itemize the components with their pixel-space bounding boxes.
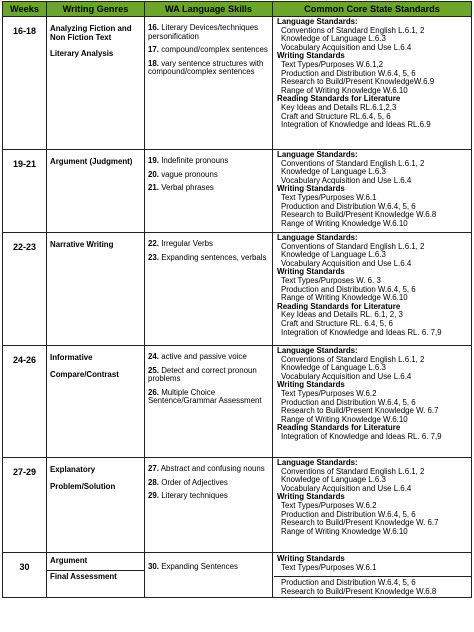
skill-text: Multiple Choice Sentence/Grammar Assessment [148, 387, 262, 406]
skills-cell [145, 150, 273, 233]
skill-text: Expanding sentences, verbals [161, 252, 267, 262]
skill-number: 25. [148, 365, 159, 375]
standard-item: Conventions of Standard English L.6.1, 2 [281, 241, 425, 251]
skill-number: 26. [148, 387, 159, 397]
genre-text: Analyzing Fiction and Non Fiction Text [50, 24, 132, 42]
skill-number: 22. [148, 239, 159, 248]
standard-item: Range of Writing Knowledge W.6.10 [281, 85, 408, 95]
header-wa-language-skills: WA Language Skills [145, 2, 273, 17]
genre-text: Explanatory [50, 465, 96, 474]
genre-cell [47, 458, 145, 553]
standard-item: Key Ideas and Details RL.6.1,2,3 [281, 102, 397, 112]
standard-item: Integration of Knowledge and Ideas RL. 6. 7,9 [281, 327, 442, 337]
standard-item: Text Types/Purposes W. 6. 3 [281, 275, 381, 285]
skill-number: 21. [148, 183, 159, 193]
skills-cell [145, 346, 273, 458]
standards-heading: Writing Standards [277, 184, 345, 194]
skill-text: Literary techniques [161, 491, 228, 501]
standard-item: Research to Build/Present Knowledge W. 6.7 [281, 406, 439, 416]
skills-cell [145, 458, 273, 553]
standard-item: Range of Writing Knowledge W.6.10 [281, 218, 408, 228]
standards-heading: Writing Standards [277, 554, 345, 563]
genre-text: Argument [50, 556, 88, 565]
table-row [3, 553, 472, 598]
skill-item [148, 367, 269, 384]
standard-item: Range of Writing Knowledge W.6.10 [281, 293, 408, 303]
skill-number: 24. [148, 352, 159, 361]
standards-heading: Language Standards: [277, 458, 358, 467]
skill-item [148, 492, 269, 501]
skill-text: compound/complex sentences [161, 45, 268, 55]
genre-text: Problem/Solution [50, 481, 116, 491]
skill-number: 30. [148, 562, 159, 571]
standard-item: Vocabulary Acquisition and Use L.6.4 [281, 175, 412, 185]
genre-cell [47, 346, 145, 458]
standards-cell [273, 233, 472, 346]
curriculum-table [2, 1, 472, 598]
standard-item: Text Types/Purposes W.6.2 [281, 388, 377, 398]
skill-text: vary sentence structures with compound/complex sentences [148, 58, 264, 77]
skill-item [148, 353, 269, 362]
standards-heading: Reading Standards for Literature [277, 94, 401, 104]
curriculum-sheet [2, 1, 472, 598]
skill-item [148, 60, 269, 77]
genre-text: Literary Analysis [50, 49, 114, 59]
skill-item [148, 465, 269, 474]
week-cell: 24-26 [3, 346, 47, 458]
standards-cell [273, 553, 472, 598]
standard-item: Conventions of Standard English L.6.1, 2 [281, 25, 425, 35]
standards-heading: Language Standards: [277, 346, 358, 355]
genre-text: Final Assessment [47, 570, 144, 582]
skill-item [148, 157, 269, 166]
skill-text: Irregular Verbs [161, 239, 213, 248]
standards-heading: Reading Standards for Literature [277, 301, 401, 311]
skill-item [148, 171, 269, 180]
standards-heading: Reading Standards for Literature [277, 423, 401, 433]
skill-number: 27. [148, 464, 159, 473]
skill-text: Detect and correct pronoun problems [148, 365, 257, 384]
genre-cell [47, 17, 145, 150]
standard-item: Production and Distribution W.6.4, 5, 6 [281, 578, 416, 588]
standard-item: Vocabulary Acquisition and Use L.6.4 [281, 483, 412, 493]
standard-item: Production and Distribution W.6.4, 5, 6 [281, 201, 416, 211]
week-cell: 22-23 [3, 233, 47, 346]
standard-item: Research to Build/Present Knowledge W.6.8 [281, 586, 437, 596]
skill-text: active and passive voice [161, 352, 247, 361]
standard-item: Range of Writing Knowledge W.6.10 [281, 414, 408, 424]
genre-text: Informative [50, 353, 93, 362]
skill-text: vague pronouns [161, 169, 218, 179]
standards-cell [273, 346, 472, 458]
standard-item: Text Types/Purposes W.6.2 [281, 500, 377, 510]
standard-item: Vocabulary Acquisition and Use L.6.4 [281, 371, 412, 381]
genre-text: Narrative Writing [50, 240, 114, 249]
standard-item: Vocabulary Acquisition and Use L.6.4 [281, 258, 412, 268]
skill-number: 18. [148, 58, 159, 68]
skills-cell [145, 233, 273, 346]
skills-cell [145, 553, 273, 598]
standard-item: Knowledge of Language L.6.3 [281, 250, 386, 260]
standard-item: Production and Distribution W.6.4, 5, 6 [281, 397, 416, 407]
standard-item: Production and Distribution W.6.4, 5, 6 [281, 284, 416, 294]
skill-text: Verbal phrases [161, 183, 214, 193]
skill-text: Order of Adjectives [161, 477, 228, 487]
week-cell: 30 [3, 553, 47, 598]
standard-item: Research to Build/Present Knowledge W. 6.7 [281, 518, 439, 528]
standard-item: Text Types/Purposes W.6.1 [281, 562, 377, 572]
skill-text: Literary Devices/techniques personification [148, 23, 259, 41]
standard-item: Text Types/Purposes W.6.1 [281, 192, 377, 202]
skill-number: 29. [148, 491, 159, 501]
standard-item: Conventions of Standard English L.6.1, 2 [281, 158, 425, 168]
genre-cell [47, 150, 145, 233]
header-writing-genres: Writing Genres [47, 2, 145, 17]
standard-item: Production and Distribution W.6.4, 5, 6 [281, 509, 416, 519]
standard-item: Knowledge of Language L.6.3 [281, 34, 386, 44]
standards-heading: Writing Standards [277, 380, 345, 390]
standard-item: Research to Build/Present Knowledge W.6.8 [281, 210, 437, 220]
genre-text: Argument (Judgment) [50, 157, 133, 166]
table-row [3, 346, 472, 458]
standards-cell [273, 17, 472, 150]
standard-item: Key Ideas and Details RL. 6.1, 2, 3 [281, 310, 403, 320]
skill-number: 19. [148, 156, 159, 165]
standard-item: Range of Writing Knowledge W.6.10 [281, 526, 408, 536]
standards-heading: Writing Standards [277, 51, 345, 61]
standards-bottom [274, 576, 472, 596]
standard-item: Knowledge of Language L.6.3 [281, 475, 386, 485]
skill-item [148, 184, 269, 193]
skill-number: 28. [148, 477, 159, 487]
genre-text: Compare/Contrast [50, 369, 119, 379]
week-cell: 19-21 [3, 150, 47, 233]
skill-item [148, 479, 269, 488]
skill-number: 17. [148, 45, 159, 55]
skill-text: Abstract and confusing nouns [160, 464, 265, 473]
skill-item [148, 240, 269, 249]
standard-item: Craft and Structure RL.6.4, 5, 6 [281, 111, 391, 121]
header-row [3, 2, 472, 17]
skills-cell [145, 17, 273, 150]
header-weeks: Weeks [3, 2, 47, 17]
standards-cell [273, 458, 472, 553]
genre-cell [47, 233, 145, 346]
genre-cell [47, 553, 145, 598]
standard-item: Research to Build/Present KnowledgeW.6.9 [281, 77, 435, 87]
standard-item: Craft and Structure RL. 6.4, 5, 6 [281, 318, 393, 328]
standards-cell [273, 150, 472, 233]
standard-item: Knowledge of Language L.6.3 [281, 363, 386, 373]
standards-heading: Writing Standards [277, 267, 345, 277]
table-row [3, 17, 472, 150]
standard-item: Production and Distribution W.6.4, 5, 6 [281, 68, 416, 78]
standards-heading: Writing Standards [277, 492, 345, 502]
skill-number: 20. [148, 169, 159, 179]
standards-heading: Language Standards: [277, 233, 358, 242]
skill-item [148, 389, 269, 406]
week-cell: 27-29 [3, 458, 47, 553]
standards-heading: Language Standards: [277, 150, 358, 159]
skill-item [148, 563, 269, 572]
standard-item: Conventions of Standard English L.6.1, 2 [281, 354, 425, 364]
skill-item [148, 46, 269, 55]
standard-item: Vocabulary Acquisition and Use L.6.4 [281, 42, 412, 52]
standard-item: Integration of Knowledge and Ideas RL.6.9 [281, 120, 431, 130]
week-cell: 16-18 [3, 17, 47, 150]
skill-item [148, 254, 269, 263]
skill-number: 23. [148, 252, 159, 262]
skill-number: 16. [148, 23, 159, 32]
skill-text: Expanding Sentences [161, 562, 238, 571]
standard-item: Conventions of Standard English L.6.1, 2 [281, 466, 425, 476]
skill-item [148, 24, 269, 41]
standard-item: Text Types/Purposes W.6.1,2 [281, 59, 384, 69]
table-row [3, 458, 472, 553]
standard-item: Knowledge of Language L.6.3 [281, 167, 386, 177]
standard-item: Integration of Knowledge and Ideas RL. 6. 7,9 [281, 431, 442, 441]
skill-text: Indefinite pronouns [161, 156, 229, 165]
table-row [3, 150, 472, 233]
table-row [3, 233, 472, 346]
header-common-core-standards: Common Core State Standards [273, 2, 472, 17]
standards-heading: Language Standards: [277, 17, 358, 26]
